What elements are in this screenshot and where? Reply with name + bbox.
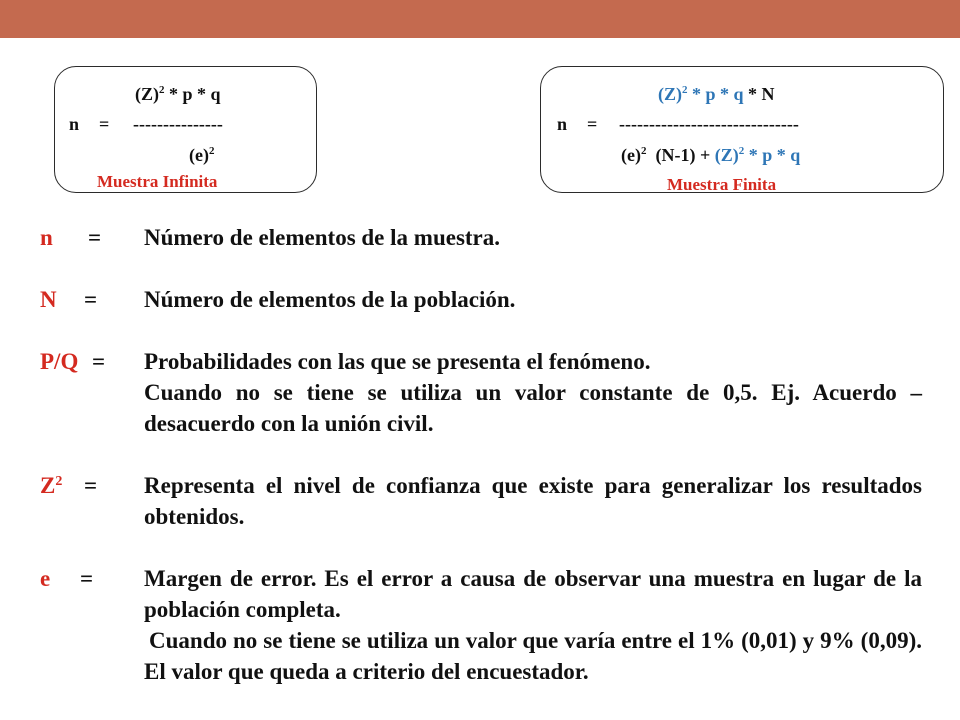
- formula-caption: Muestra Infinita: [97, 172, 218, 191]
- definition-text-extra: Cuando no se tiene se utiliza un valor que varía entre el 1% (0,01) y 9% (0,09). El valor que queda a criterio del encuestador.: [144, 628, 922, 684]
- definition-n: [40, 222, 922, 253]
- definition-text: Número de elementos de la población.: [144, 287, 516, 312]
- definition-e: [40, 563, 922, 687]
- definition-PQ: [40, 346, 922, 439]
- definition-text: Representa el nivel de confianza que existe para generalizar los resultados obtenidos.: [144, 473, 922, 529]
- definition-N: [40, 284, 922, 315]
- formula-numerator: $(Z)^2$ * p * q: [135, 84, 221, 104]
- definition-equals: =: [92, 349, 106, 374]
- definition-equals: =: [88, 225, 102, 250]
- definition-term: N: [40, 287, 57, 312]
- definition-term: e: [40, 566, 51, 591]
- definition-term: n: [40, 225, 53, 250]
- definition-text: Probabilidades con las que se presenta el fenómeno.: [144, 349, 651, 374]
- definition-term: P/Q: [40, 349, 79, 374]
- definition-Z2: [40, 470, 922, 532]
- definition-term: $Z^2$: [40, 473, 63, 498]
- formula-equals: =: [587, 114, 598, 134]
- formula-denominator: $(e)^2$ $(N-1) + (Z)^2 * p * q$: [621, 145, 801, 165]
- definitions-list: [40, 222, 922, 687]
- formula-denominator: $(e)^2$: [189, 145, 215, 165]
- formula-box-infinite-sample: [54, 66, 317, 193]
- formula-equals: =: [99, 114, 110, 134]
- definition-equals: =: [84, 287, 98, 312]
- formula-fraction-bar: ---------------: [133, 114, 223, 134]
- formula-numerator: $(Z)^2$ * p * q * N: [658, 84, 775, 104]
- formula-n-label: n: [557, 114, 568, 134]
- definition-equals: =: [84, 473, 98, 498]
- top-accent-bar: [0, 0, 960, 38]
- definition-text: Margen de error. Es el error a causa de observar una muestra en lugar de la población completa.: [144, 566, 922, 622]
- formula-fraction-bar: ------------------------------: [619, 114, 799, 134]
- definition-text: Número de elementos de la muestra.: [144, 225, 501, 250]
- formula-n-label: n: [69, 114, 80, 134]
- definition-equals: =: [80, 566, 94, 591]
- formula-caption: Muestra Finita: [667, 175, 777, 194]
- formula-box-finite-sample: [540, 66, 944, 193]
- definition-text-extra: Cuando no se tiene se utiliza un valor constante de 0,5. Ej. Acuerdo – desacuerdo con la unión civil.: [144, 380, 922, 436]
